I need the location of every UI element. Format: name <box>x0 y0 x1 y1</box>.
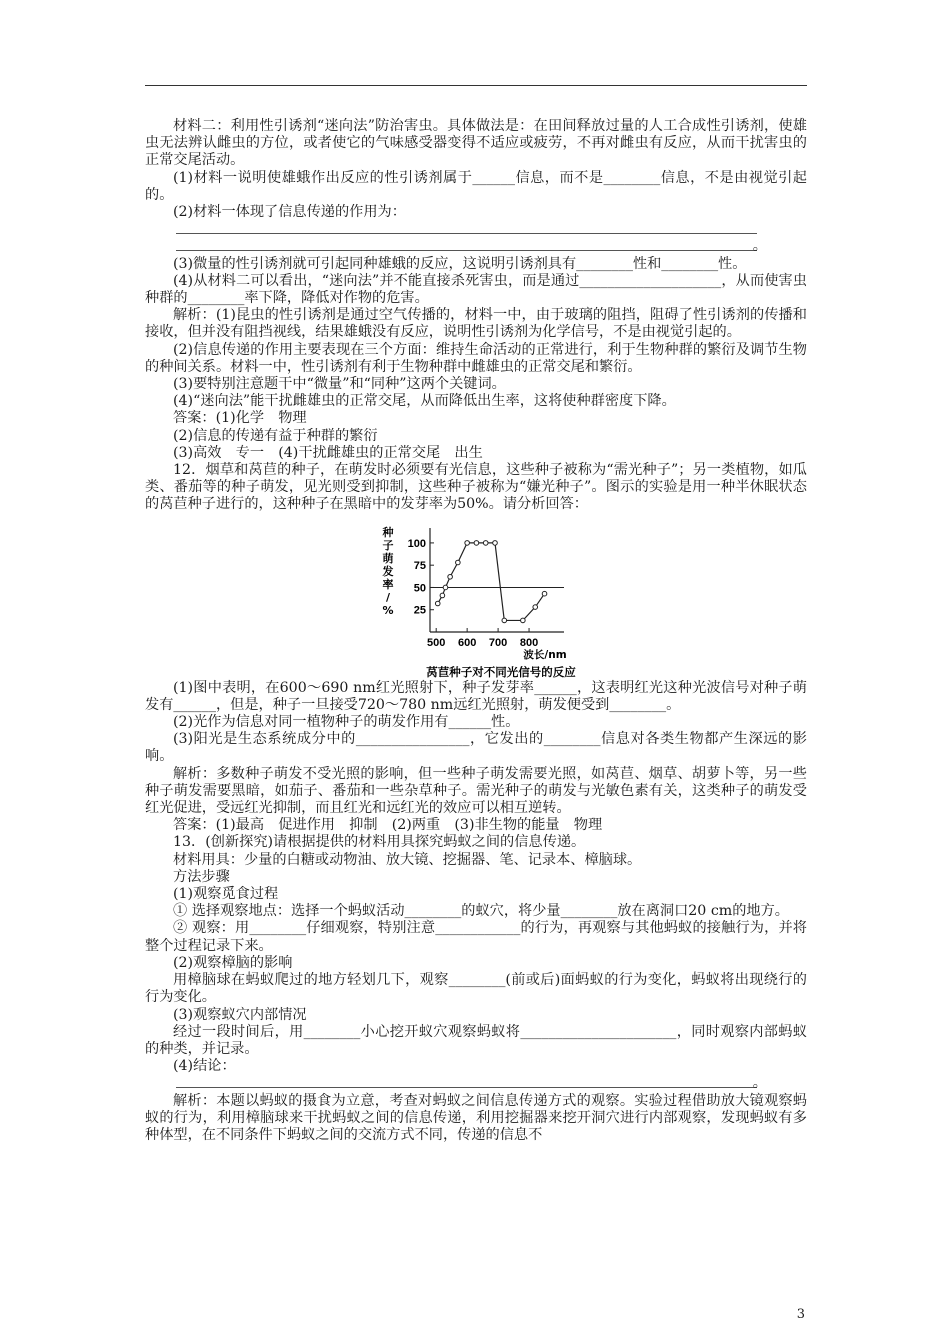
question-11-3: (3)微量的性引诱剂就可引起同种雄蛾的反应，这说明引诱剂具有________性和________性。 <box>173 255 747 272</box>
step-1-heading: (1)观察觅食过程 <box>173 886 279 903</box>
document-body <box>145 118 807 1144</box>
data-point <box>440 593 445 598</box>
step-1-a: ① 选择观察地点：选择一个蚂蚁活动________的蚁穴，将少量________放在离洞口20 cm的地方。 <box>173 903 789 920</box>
y-tick-label: 25 <box>413 604 426 617</box>
y-tick-label: 50 <box>413 582 426 595</box>
question-12-2: (2)光作为信息对同一植物种子的萌发作用有______性。 <box>173 714 520 731</box>
data-point <box>542 591 547 596</box>
x-tick-label: 500 <box>427 636 446 649</box>
question-12: 12．烟草和莴苣的种子，在萌发时必须要有光信息，这些种子被称为“需光种子”；另一类植物，如瓜类、番茄等的种子萌发，见光则受到抑制，这些种子被称为“嫌光种子”。图示的实验是用一种半休眠状态的莴苣种子进行的，这种种子在黑暗中的发芽率为50%。请分析回答： <box>145 462 807 513</box>
analysis-11-2: (2)信息传递的作用主要表现在三个方面：维持生命活动的正常进行，利于生物种群的繁衍及调节生物的种间关系。材料一中，性引诱剂有利于生物种群中雌雄虫的正常交尾和繁衍。 <box>145 341 807 375</box>
answer-11-1: 答案：(1)化学 物理 <box>173 410 307 427</box>
data-point <box>435 601 440 606</box>
step-2-heading: (2)观察樟脑的影响 <box>173 954 293 971</box>
method-heading: 方法步骤 <box>173 868 230 885</box>
y-axis-label-char: 率 <box>382 577 394 591</box>
data-point <box>521 618 526 623</box>
step-3-text: 经过一段时间后，用________小心挖开蚁穴观察蚂蚁将______________________，同时观察内部蚂蚁的种类，并记录。 <box>145 1023 807 1057</box>
data-point <box>448 574 453 579</box>
step-4-heading: (4)结论： <box>173 1058 236 1075</box>
data-point <box>533 604 538 609</box>
answer-11-2: (2)信息的传递有益于种群的繁衍 <box>173 427 378 444</box>
data-point <box>465 540 470 545</box>
y-axis-label-char: 萌 <box>382 551 394 565</box>
analysis-12: 解析：多数种子萌发不受光照的影响，但一些种子萌发需要光照，如莴苣、烟草、胡萝卜等，另一些种子萌发需要黑暗，如茄子、番茄和一些杂草种子。需光种子的萌发与光敏色素有关，这类种子的萌发受红光促进，受远红光抑制，而且红光和远红光的效应可以相互逆转。 <box>145 765 807 817</box>
question-13: 13．(创新探究)请根据提供的材料用具探究蚂蚁之间的信息传递。 <box>173 834 586 851</box>
page-number: 3 <box>796 1307 805 1322</box>
question-11-1: (1)材料一说明使雄蛾作出反应的性引诱剂属于______信息，而不是________信息，不是由视觉引起的。 <box>145 169 807 203</box>
header-rule <box>145 85 807 86</box>
answer-blank-line: 。 <box>176 238 807 255</box>
step-2-text: 用樟脑球在蚂蚁爬过的地方轻划几下，观察________(前或后)面蚂蚁的行为变化，蚂蚁将出现绕行的行为变化。 <box>145 972 807 1006</box>
paragraph-material-two: 材料二：利用性引诱剂“迷向法”防治害虫。具体做法是：在田间释放过量的人工合成性引诱剂，使雄虫无法辨认雌虫的方位，或者使它的气味感受器变得不适应或疲劳，不再对雌虫有反应，从而干扰害虫的正常交尾活动。 <box>145 118 807 169</box>
y-axis-label-char: 种 <box>382 525 394 539</box>
y-axis-label-char: / <box>385 590 391 604</box>
materials-13: 材料用具：少量的白糖或动物油、放大镜、挖掘器、笔、记录本、樟脑球。 <box>173 851 642 868</box>
question-12-3: (3)阳光是生态系统成分中的________________，它发出的________信息对各类生物都产生深远的影响。 <box>145 731 807 765</box>
x-tick-label: 800 <box>519 636 539 649</box>
data-point <box>493 540 498 545</box>
data-point <box>456 560 461 565</box>
x-tick-label: 700 <box>488 636 508 649</box>
analysis-11-3: (3)要特别注意题干中“微量”和“同种”这两个关键词。 <box>173 376 506 393</box>
series-line-germination <box>438 543 545 621</box>
answer-11-3: (3)高效 专一 (4)干扰雌雄虫的正常交尾 出生 <box>173 444 483 461</box>
x-axis-label: 波长/nm <box>523 648 567 661</box>
data-point <box>483 540 488 545</box>
answer-blank-line <box>176 221 807 238</box>
y-axis-label-char: 发 <box>382 564 394 578</box>
figure-seed-germination <box>145 520 807 680</box>
data-point <box>474 540 479 545</box>
step-3-heading: (3)观察蚁穴内部情况 <box>173 1006 307 1023</box>
y-tick-label: 100 <box>407 537 426 550</box>
data-point <box>502 618 507 623</box>
y-tick-label: 75 <box>413 559 426 572</box>
analysis-13: 解析：本题以蚂蚁的摄食为立意，考查对蚂蚁之间信息传递方式的观察。实验过程借助放大镜观察蚂蚁的行为，利用樟脑球来干扰蚂蚁之间的信息传递，利用挖掘器来挖开洞穴进行内部观察，发现蚂蚁有多种体型，在不同条件下蚂蚁之间的交流方式不同，传递的信息不 <box>145 1092 807 1143</box>
y-axis-label-char: % <box>382 603 394 617</box>
chart-title: 莴苣种子对不同光信号的反应 <box>426 664 576 679</box>
question-11-4: (4)从材料二可以看出，“迷向法”并不能直接杀死害虫，而是通过____________________，从而使害虫种群的________率下降，降低对作物的危害。 <box>145 272 807 306</box>
question-12-1: (1)图中表明，在600～690 nm红光照射下，种子发芽率______，这表明红光这种光波信号对种子萌发有______，但是，种子一旦接受720～780 nm远红光照射，萌发便受到________。 <box>145 679 807 713</box>
answer-12: 答案：(1)最高 促进作用 抑制 (2)两重 (3)非生物的能量 物理 <box>173 817 603 834</box>
data-point <box>443 585 448 590</box>
step-1-b: ② 观察：用________仔细观察，特别注意____________的行为，再观察与其他蚂蚁的接触行为，并将整个过程记录下来。 <box>145 920 807 954</box>
y-axis-label-char: 子 <box>382 538 394 552</box>
x-tick-label: 600 <box>457 636 477 649</box>
answer-blank-line: 。 <box>176 1075 807 1092</box>
question-11-2: (2)材料一体现了信息传递的作用为： <box>173 204 406 221</box>
analysis-11-4: (4)“迷向法”能干扰雌雄虫的正常交尾，从而降低出生率，这将使种群密度下降。 <box>173 393 676 410</box>
germination-chart <box>360 520 600 680</box>
analysis-11-1: 解析：(1)昆虫的性引诱剂是通过空气传播的，材料一中，由于玻璃的阻挡，阻碍了性引诱剂的传播和接收，但并没有阻挡视线，结果雄蛾没有反应，说明性引诱剂为化学信号，不是由视觉引起的。 <box>145 307 807 341</box>
